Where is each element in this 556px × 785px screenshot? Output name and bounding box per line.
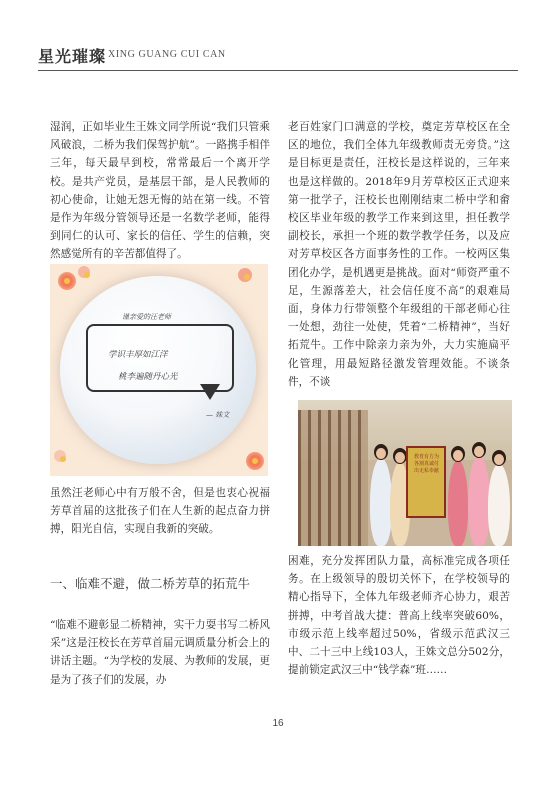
bubble-caption: 谨亲爱的汪老师 — [122, 313, 171, 321]
award-banner-text: 教育有方为各割真诚付出无私奉献 — [414, 454, 440, 474]
photo-person-face — [395, 452, 405, 463]
right-paragraph-1 — [288, 118, 510, 391]
left-paragraph-2-text: 虽然汪老师心中有万般不舍，但是也衷心祝福芳草首届的这批孩子们在人生新的起点奋力拼搏，阳光自信，实现自我新的突破。 — [50, 487, 270, 536]
photo-person — [448, 460, 468, 546]
right-paragraph-1-text: 老百姓家门口满意的学校，奠定芳草校区在全区的地位，我们全体九年级教师责无旁贷。”这是目标更是责任，汪校长是这样说的，三年来也是这样做的。2018年9月芳草校区正式迎来第一批学子，汪校长也刚刚结束二桥中学和畲校区毕业年级的教学工作来到这里，担任教学副校长，承担一个班的数学教学任务，以及应对芳草校区各方面事务性的工作。一校两区集团化办学，是机遇更是挑战。面对“师资严重不足，生源落差大，社会信任度不高”的艰难局面，身体力行带领整个年级组的干部老师心往一处想，劲往一处使，凭着“二桥精神”，当好拓荒牛。工作中除亲力亲为外，大力实施扁平化管理，用最短路径激发管理效能。不谈条件，不谈 — [288, 121, 510, 388]
flower-icon — [246, 452, 264, 470]
photo-person-face — [494, 454, 504, 465]
header-divider — [38, 70, 518, 71]
photo-person — [370, 458, 392, 546]
magazine-title: 星光璀璨 — [38, 47, 107, 66]
photo-person — [468, 456, 490, 546]
photo-person — [488, 464, 510, 546]
bubble-signature: — 姝文 — [206, 411, 230, 419]
flower-icon — [54, 450, 66, 462]
flower-icon — [58, 272, 76, 290]
left-paragraph-3-text: “临难不避彰显二桥精神，实干力耍书写二桥风采”这是汪校长在芳草首届元调质量分析会上的讲话主题。“为学校的发展、为教师的发展，更是为了孩子们的发展，办 — [50, 619, 270, 686]
flower-icon — [78, 266, 90, 278]
photo-railing — [298, 410, 368, 546]
page-header — [38, 36, 518, 76]
right-paragraph-2 — [288, 552, 510, 679]
bubble-verse-line-1: 学识丰厚如江洋 — [108, 350, 168, 360]
award-banner — [406, 446, 446, 518]
page-number: 16 — [272, 718, 284, 729]
magazine-subtitle: XING GUANG CUI CAN — [108, 49, 226, 60]
photo-person-face — [453, 450, 463, 461]
left-paragraph-2 — [50, 484, 270, 539]
photo-person-face — [376, 448, 386, 459]
speech-bubble-tail — [200, 384, 220, 400]
left-paragraph-3 — [50, 616, 270, 689]
bubble-verse-line-2: 桃李遍随丹心光 — [118, 372, 178, 382]
left-paragraph-1 — [50, 118, 270, 264]
section-heading: 一、临难不避，做二桥芳草的拓荒牛 — [50, 576, 251, 591]
photo-person-face — [474, 446, 484, 457]
group-photo — [298, 400, 512, 546]
left-paragraph-1-text: 湿润，正如毕业生王姝文同学所说“我们只管乘风破浪，二桥为我们保驾护航”。一路携手相伴三年，每天最早到校，常常最后一个离开学校。是共产党员，是基层干部，是人民教师的初心使命，让她无怨无悔的站在第一线。不管是作为年级分管领导还是一名数学老师，能得到同仁的认可、家长的信任、学生的信赖，突然感觉所有的辛苦都值得了。 — [50, 121, 270, 261]
right-paragraph-2-text: 困难，充分发挥团队力量，高标准完成各项任务。在上级领导的殷切关怀下，在学校领导的精心指导下，全体九年级老师齐心协力，艰苦拼搏，中考首战大捷：普高上线率突破60%，市级示范上线率超过50%，省级示范武汉三中、二十三中上线103人，王姝文总分502分，提前锁定武汉三中“钱学森”班…… — [288, 555, 510, 677]
flower-icon — [238, 268, 252, 282]
bubble-illustration — [50, 264, 268, 476]
